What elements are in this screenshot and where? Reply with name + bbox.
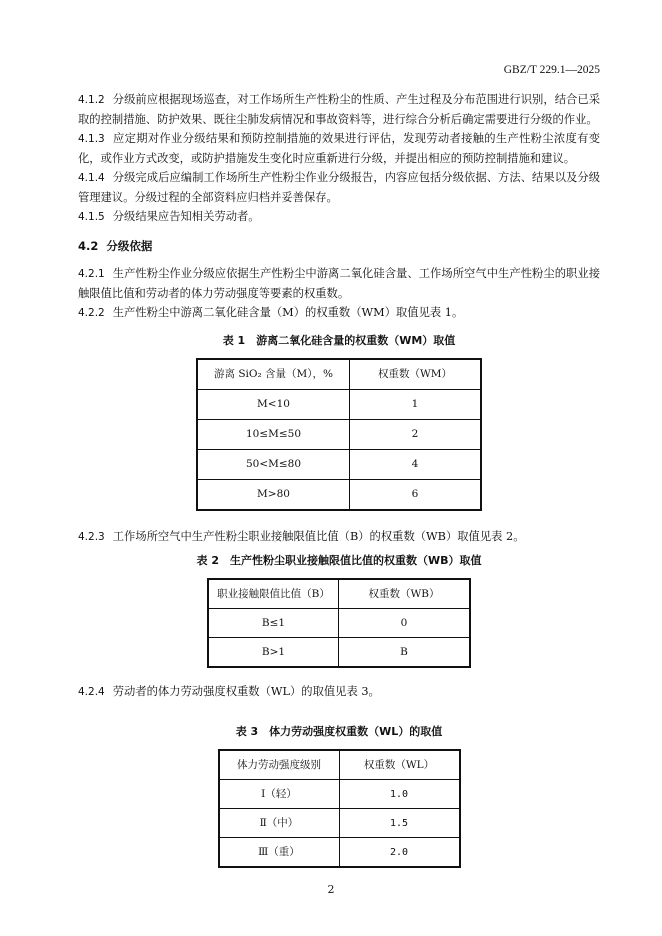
clause-4-1-5 xyxy=(78,207,600,227)
clause-4-2-3 xyxy=(78,527,600,547)
clause-number: 4.1.4 xyxy=(78,172,105,184)
table-cell: Ⅰ（轻） xyxy=(219,780,340,809)
table-cell: 50<M≤80 xyxy=(197,450,350,480)
table-cell: 4 xyxy=(350,450,482,480)
clause-number: 4.1.5 xyxy=(78,211,105,223)
table-header-cell: 游离 SiO₂ 含量（M），% xyxy=(197,359,350,390)
clause-text: 分级完成后应编制工作场所生产性粉尘作业分级报告，内容应包括分级依据、方法、结果以及分级管理建议。分级过程的全部资料应归档并妥善保存。 xyxy=(78,171,600,204)
clause-4-1-2 xyxy=(78,90,600,129)
section-heading-4-2 xyxy=(78,237,600,256)
table-cell: B>1 xyxy=(208,638,339,668)
table-row xyxy=(197,390,481,420)
clause-4-1-3 xyxy=(78,129,600,168)
table-header-row xyxy=(208,579,470,609)
table-row xyxy=(219,838,460,868)
clause-number: 4.2.4 xyxy=(78,686,105,698)
clause-text: 工作场所空气中生产性粉尘职业接触限值比值（B）的权重数（WB）取值见表 2。 xyxy=(112,530,525,543)
clause-text: 生产性粉尘中游离二氧化硅含量（M）的权重数（WM）取值见表 1。 xyxy=(112,306,464,319)
table-3 xyxy=(218,749,461,868)
table3-caption: 表 3 体力劳动强度权重数（WL）的取值 xyxy=(235,725,443,738)
table-header-row xyxy=(197,359,481,390)
table-2 xyxy=(207,578,471,668)
table-row xyxy=(197,480,481,511)
clause-number: 4.2.1 xyxy=(78,268,105,280)
table-cell: Ⅱ（中） xyxy=(219,809,340,838)
clause-text: 劳动者的体力劳动强度权重数（WL）的取值见表 3。 xyxy=(112,685,380,698)
clause-4-2-2 xyxy=(78,303,600,323)
clause-4-2-4 xyxy=(78,682,600,702)
table-cell: 10≤M≤50 xyxy=(197,420,350,450)
table-cell: Ⅲ（重） xyxy=(219,838,340,868)
clause-number: 4.2.3 xyxy=(78,531,105,543)
section-number: 4.2 xyxy=(78,239,99,253)
page-body xyxy=(78,90,600,868)
clause-number: 4.1.3 xyxy=(78,133,105,145)
table-header-cell: 体力劳动强度级别 xyxy=(219,750,340,780)
table-cell: B≤1 xyxy=(208,609,339,638)
table-row xyxy=(197,420,481,450)
table-cell: 0 xyxy=(339,609,471,638)
clause-text: 生产性粉尘作业分级应依据生产性粉尘中游离二氧化硅含量、工作场所空气中生产性粉尘的职业接触限值比值和劳动者的体力劳动强度等要素的权重数。 xyxy=(78,267,600,300)
table-header-cell: 权重数（WM） xyxy=(350,359,482,390)
section-title: 分级依据 xyxy=(106,239,153,253)
clause-number: 4.2.2 xyxy=(78,307,105,319)
clause-text: 分级结果应告知相关劳动者。 xyxy=(112,210,260,223)
table-cell: 6 xyxy=(350,480,482,511)
table1-caption: 表 1 游离二氧化硅含量的权重数（WM）取值 xyxy=(222,334,456,347)
clause-4-2-1 xyxy=(78,264,600,303)
clause-4-1-4 xyxy=(78,168,600,207)
table-header-cell: 权重数（WL） xyxy=(339,750,460,780)
table-row xyxy=(208,609,470,638)
table-1 xyxy=(196,358,482,511)
table-cell: 1.0 xyxy=(339,780,460,809)
table-row xyxy=(197,450,481,480)
table-header-row xyxy=(219,750,460,780)
table-row xyxy=(208,638,470,668)
page-number: 2 xyxy=(327,883,335,896)
table-header-cell: 职业接触限值比值（B） xyxy=(208,579,339,609)
table-header-cell: 权重数（WB） xyxy=(339,579,471,609)
table-cell: M>80 xyxy=(197,480,350,511)
table-cell: 2 xyxy=(350,420,482,450)
table-cell: 2.0 xyxy=(339,838,460,868)
table-cell: 1 xyxy=(350,390,482,420)
clause-number: 4.1.2 xyxy=(78,94,105,106)
table-cell: 1.5 xyxy=(339,809,460,838)
table-row xyxy=(219,780,460,809)
table-cell: B xyxy=(339,638,471,668)
clause-text: 应定期对作业分级结果和预防控制措施的效果进行评估，发现劳动者接触的生产性粉尘浓度有变化，或作业方式改变，或防护措施发生变化时应重新进行分级，并提出相应的预防控制措施和建议。 xyxy=(78,132,600,165)
table-cell: M<10 xyxy=(197,390,350,420)
table-row xyxy=(219,809,460,838)
table2-caption: 表 2 生产性粉尘职业接触限值比值的权重数（WB）取值 xyxy=(196,554,482,567)
clause-text: 分级前应根据现场巡查，对工作场所生产性粉尘的性质、产生过程及分布范围进行识别，结合已采取的控制措施、防护效果、既往尘肺发病情况和事故资料等，进行综合分析后确定需要进行分级的作业。 xyxy=(78,93,600,126)
standard-code: GBZ/T 229.1—2025 xyxy=(503,64,600,76)
